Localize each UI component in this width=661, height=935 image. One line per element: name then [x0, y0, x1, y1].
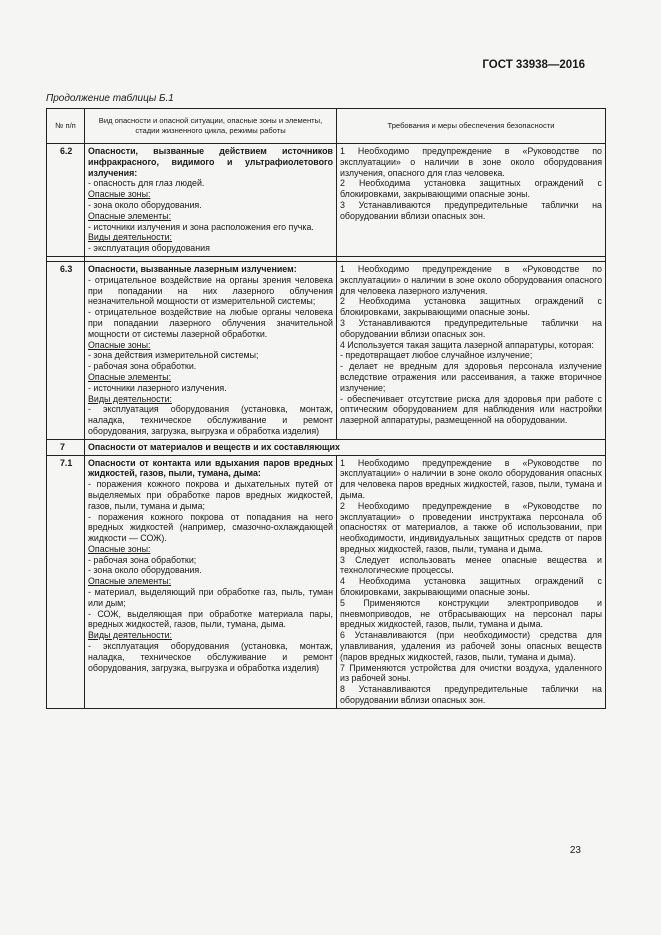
hazard-line: - рабочая зона обработки.	[88, 361, 197, 372]
hazard-cell	[85, 261, 337, 439]
measure-item: 4 Необходима установка защитных ограждений с блокировками, закрывающими опасные зоны.	[340, 576, 602, 598]
hazard-line: - отрицательное воздействие на любые органы человека при попадании лазерного облучения значительной мощности от системы лазерной обработки.	[88, 307, 333, 339]
hazard-title: Опасности, вызванные лазерным излучением:	[88, 263, 297, 274]
measures-cell	[337, 144, 606, 257]
zones-heading: Опасные зоны:	[88, 339, 151, 350]
measure-item: 6 Устанавливаются (при необходимости) средства для улавливания, удаления из рабочей зоны опасных веществ (паров вредных жидкостей, газов, пыли, тумана и дыма).	[340, 630, 602, 662]
zones-heading: Опасные зоны:	[88, 189, 151, 200]
hazard-line: - поражения кожного покрова от попадания на него вредных жидкостей (например, смазочно-охлаждающей жидкости — СОЖ).	[88, 511, 333, 544]
table-row-6-3	[47, 261, 606, 439]
hazard-line: - СОЖ, выделяющая при обработке материала пары, вредных жидкостей, газов, пыли, тумана, дыма.	[88, 608, 333, 630]
measure-item: - обеспечивает отсутствие риска для здоровья при работе с оптическим оборудованием для наблюдения или настройки лазерной аппаратуры, размещенной на оборудовании.	[340, 393, 602, 426]
measure-item: 2 Необходима установка защитных ограждений с блокировками, закрывающими опасные зоны.	[340, 296, 602, 318]
measure-item: 3 Следует использовать менее опасные вещества и технологические процессы.	[340, 554, 602, 576]
elements-heading: Опасные элементы:	[88, 210, 172, 221]
column-header-measures: Требования и меры обеспечения безопасности	[337, 109, 606, 144]
standard-number: ГОСТ 33938—2016	[482, 59, 585, 71]
activities-heading: Виды деятельности:	[88, 630, 172, 641]
hazard-line: - эксплуатация оборудования (установка, монтаж, наладка, техническое обслуживание и ремонт оборудования, загрузка, выгрузка и обработка изделия)	[88, 404, 333, 436]
section-number: 7	[47, 439, 85, 455]
activities-heading: Виды деятельности:	[88, 232, 172, 243]
hazard-line: - отрицательное воздействие на органы зрения человека при попадании на них лазерного облучения незначительной мощности от измерительной системы;	[88, 274, 333, 307]
zones-heading: Опасные зоны:	[88, 543, 151, 554]
hazard-line: - зона действия измерительной системы;	[88, 350, 259, 361]
measures-cell	[337, 261, 606, 439]
hazard-line: - рабочая зона обработки;	[88, 554, 197, 565]
activities-heading: Виды деятельности:	[88, 393, 172, 404]
measure-item: 3 Устанавливаются предупредительные таблички на оборудовании вблизи опасных зон.	[340, 199, 602, 221]
hazard-line: - источники излучения и зона расположения его пучка.	[88, 221, 314, 232]
hazard-table	[46, 108, 606, 709]
measure-item: 4 Используется такая защита лазерной аппаратуры, которая:	[340, 339, 594, 350]
measure-item: - делает не вредным для здоровья персонала излучение вследствие отражения или рассеивания, а также вторичное излучение;	[340, 361, 602, 393]
section-title: Опасности от материалов и веществ и их составляющих	[85, 439, 606, 455]
table-continuation-caption: Продолжение таблицы Б.1	[46, 93, 174, 104]
table-row-7-1	[47, 455, 606, 708]
measure-item: 1 Необходимо предупреждение в «Руководстве по эксплуатации» о наличии в зоне около оборудования опасного для человека лазерного излучения.	[340, 263, 602, 296]
hazard-line: - поражения кожного покрова и дыхательных путей от выделяемых при обработке паров вредных жидкостей, газов, пыли, тумана и дыма;	[88, 479, 333, 511]
hazard-line: - источники лазерного излучения.	[88, 382, 227, 393]
row-number: 6.3	[47, 261, 85, 439]
hazard-line: - зона около оборудования.	[88, 565, 202, 576]
row-number: 6.2	[47, 144, 85, 257]
section-row-7	[47, 439, 606, 455]
page-number: 23	[569, 845, 581, 856]
hazard-line: - эксплуатация оборудования (установка, монтаж, наладка, техническое обслуживание и ремонт оборудования, загрузка, выгрузка и обработка изделия)	[88, 641, 333, 673]
elements-heading: Опасные элементы:	[88, 576, 172, 587]
measure-item: 2 Необходимо предупреждение в «Руководстве по эксплуатации» о проведении инструктажа персонала об опасностях от материалов, а также об использовании, при необходимости, индивидуальных защитных средств от паров вредных жидкостей, газов, пыли, тумана и дыма.	[340, 500, 602, 554]
measure-item: - предотвращает любое случайное излучение;	[340, 350, 533, 361]
hazard-line: - опасность для глаз людей.	[88, 178, 205, 189]
hazard-cell	[85, 144, 337, 257]
measure-item: 1 Необходимо предупреждение в «Руководстве по эксплуатации» о наличии в зоне около оборудования опасных для человека паров вредных жидкостей, газов, пыли, тумана и дыма.	[340, 457, 602, 500]
measure-item: 1 Необходимо предупреждение в «Руководстве по эксплуатации» о наличии в зоне около оборудования излучения, опасного для глаз человека.	[340, 146, 602, 178]
hazard-cell	[85, 455, 337, 708]
measure-item: 3 Устанавливаются предупредительные таблички на оборудовании вблизи опасных зон.	[340, 317, 602, 339]
hazard-title: Опасности, вызванные действием источников инфракрасного, видимого и ультрафиолетового излучения:	[88, 146, 333, 178]
hazard-line: - зона около оборудования.	[88, 199, 202, 210]
measure-item: 2 Необходима установка защитных ограждений с блокировками, закрывающими опасные зоны.	[340, 178, 602, 200]
column-header-hazard: Вид опасности и опасной ситуации, опасные зоны и элементы, стадии жизненного цикла, режимы работы	[85, 109, 337, 144]
measure-item: 7 Применяются устройства для очистки воздуха, удаленного из рабочей зоны.	[340, 662, 602, 684]
table-row-6-2	[47, 144, 606, 257]
elements-heading: Опасные элементы:	[88, 371, 172, 382]
row-number: 7.1	[47, 455, 85, 708]
measure-item: 5 Применяются конструкции электроприводов и пневмоприводов, не отбрасывающих на персонал пары вредных жидкостей, газов, пыли, тумана и дыма.	[340, 597, 602, 630]
measure-item: 8 Устанавливаются предупредительные таблички на оборудовании вблизи опасных зон.	[340, 684, 602, 706]
hazard-title: Опасности от контакта или вдыхания паров вредных жидкостей, газов, пыли, тумана, дыма:	[88, 457, 333, 479]
column-header-number: № п/п	[47, 109, 85, 144]
measures-cell	[337, 455, 606, 708]
hazard-line: - эксплуатация оборудования	[88, 243, 210, 254]
hazard-line: - материал, выделяющий при обработке газ, пыль, туман или дым;	[88, 587, 333, 608]
table-header-row	[47, 109, 606, 144]
